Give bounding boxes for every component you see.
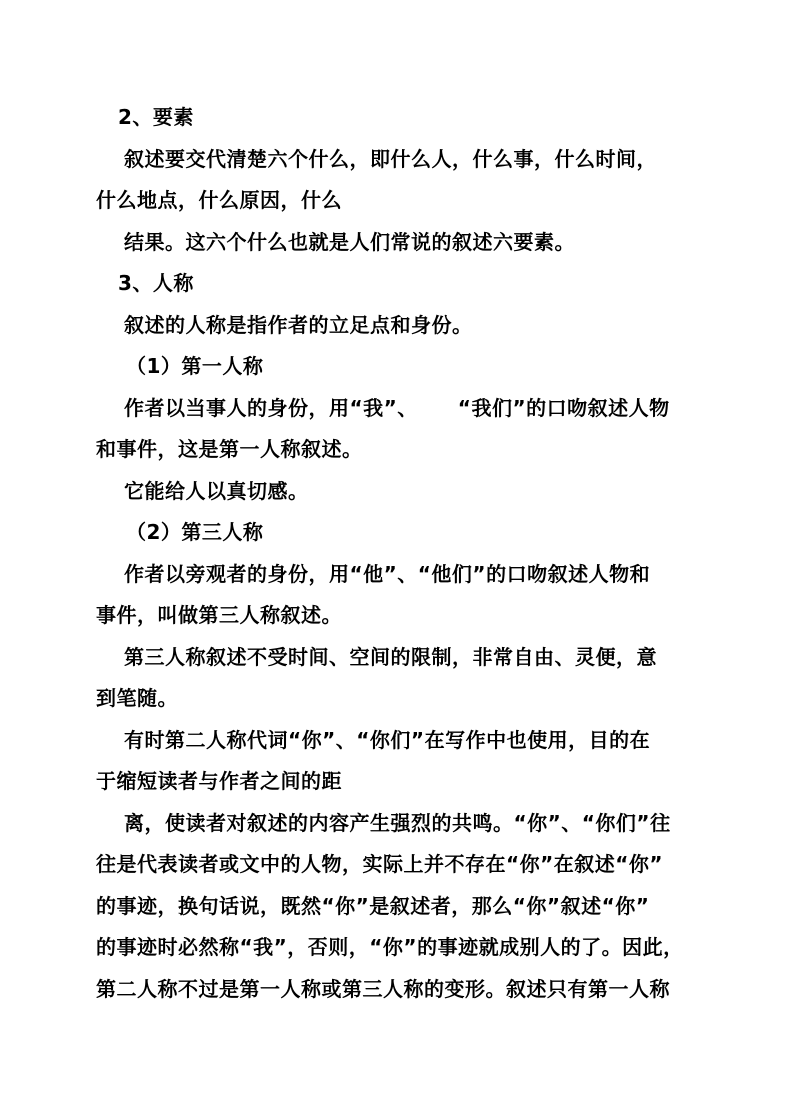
paragraph-segment: “我们”的口吻叙述人物	[457, 396, 670, 420]
paragraph-line: 有时第二人称代词“你”、“你们”在写作中也使用，目的在	[124, 728, 651, 752]
paragraph-line: 的事迹，换句话说，既然“你”是叙述者，那么“你”叙述“你”	[96, 894, 650, 918]
paragraph-line: 第二人称不过是第一人称或第三人称的变形。叙述只有第一人称	[96, 977, 670, 1001]
paragraph-line: 到笔随。	[96, 686, 178, 710]
paragraph-line: 于缩短读者与作者之间的距	[96, 769, 342, 793]
paragraph-segment: 作者以当事人的身份，用“我”、	[124, 396, 418, 420]
paragraph-line: 事件，叫做第三人称叙述。	[96, 603, 342, 627]
paragraph-line: 叙述的人称是指作者的立足点和身份。	[124, 313, 473, 337]
paragraph-line: 结果。这六个什么也就是人们常说的叙述六要素。	[124, 230, 575, 254]
heading-person: 3、人称	[118, 271, 194, 295]
subheading-first-person: （1）第一人称	[126, 354, 264, 378]
paragraph-line: 作者以旁观者的身份，用“他”、“他们”的口吻叙述人物和	[124, 562, 651, 586]
paragraph-line: 叙述要交代清楚六个什么，即什么人，什么事，什么时间，	[124, 147, 657, 171]
heading-elements: 2、要素	[118, 105, 194, 129]
paragraph-line: 什么地点，什么原因，什么	[96, 188, 342, 212]
paragraph-line: 它能给人以真切感。	[124, 479, 309, 503]
subheading-third-person: （2）第三人称	[126, 520, 264, 544]
paragraph-line: 和事件，这是第一人称叙述。	[96, 437, 363, 461]
paragraph-line: 往是代表读者或文中的人物，实际上并不存在“你”在叙述“你”	[96, 852, 664, 876]
paragraph-line: 的事迹时必然称“我”，否则，“你”的事迹就成别人的了。因此，	[96, 935, 684, 959]
paragraph-line: 第三人称叙述不受时间、空间的限制，非常自由、灵便，意	[124, 645, 657, 669]
paragraph-line	[124, 394, 670, 422]
paragraph-line: 离，使读者对叙述的内容产生强烈的共鸣。“你”、“你们”往	[124, 811, 671, 835]
